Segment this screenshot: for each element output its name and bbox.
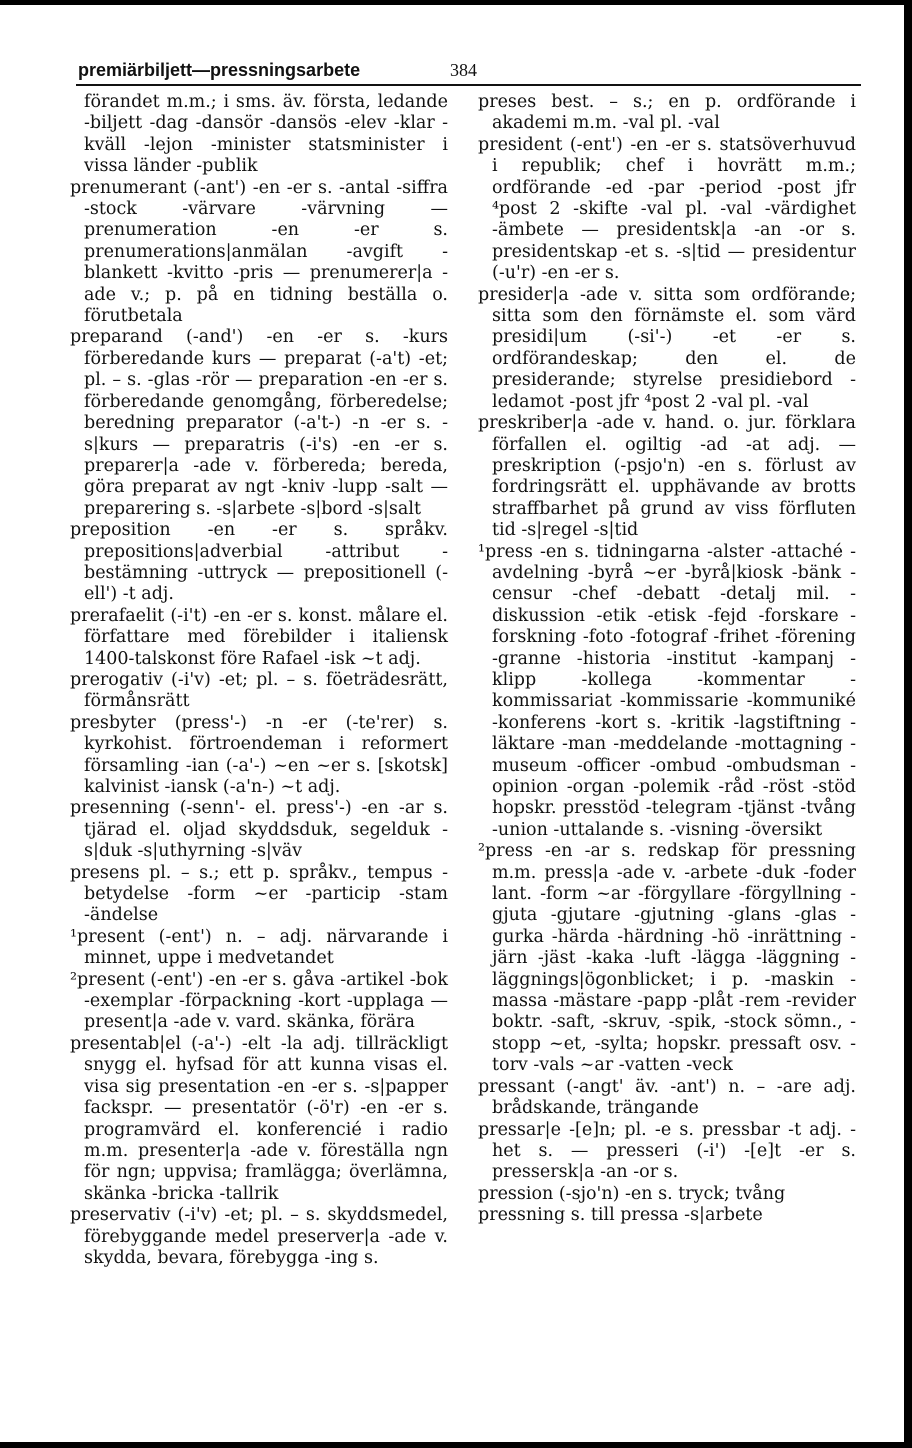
scan-frame-top	[0, 0, 912, 5]
dictionary-entry: presider|a -ade v. sitta som ordförande; sitta som den förnämste el. som värd presidi|um (-si'-) -et -er s. ordförandeskap; den el. de presiderande; styrelse presidiebord -ledamot -post jfr ⁴post 2 -val pl. -val	[478, 284, 856, 412]
dictionary-entry: presentab|el (-a'-) -elt -la adj. tillräckligt snygg el. hyfsad för att kunna visas el. visa sig presentation -en -er s. -s|papper fackspr. — presentatör (-ö'r) -en -er s. programvärd el. konferencié i radio m.m. presenter|a -ade v. föreställa ngn för ngn; uppvisa; framlägga; överlämna, skänka -bricka -tallrik	[70, 1033, 448, 1204]
dictionary-entry: pression (-sjo'n) -en s. tryck; tvång	[478, 1183, 786, 1204]
dictionary-entry: förandet m.m.; i sms. äv. första, ledande -biljett -dag -dansör -dansös -elev -klar -kväll -lejon -minister statsminister i vissa länder -publik	[84, 92, 448, 177]
scan-frame-bottom	[0, 1442, 912, 1448]
dictionary-entry: presenning (-senn'- el. press'-) -en -ar s. tjärad el. oljad skyddsduk, segelduk -s|duk -s|uthyrning -s|väv	[70, 798, 448, 862]
dictionary-entry: prerafaelit (-i't) -en -er s. konst. målare el. författare med förebilder i italiensk 1400-talskonst före Rafael -isk ~t adj.	[70, 605, 448, 669]
dictionary-entry: ¹present (-ent') n. – adj. närvarande i minnet, uppe i medvetandet	[70, 926, 448, 969]
dictionary-entry: presbyter (press'-) -n -er (-te'rer) s. kyrkohist. förtroendeman i reformert församling -ian (-a'-) ~en ~er s. [skotsk] kalvinist -iansk (-a'n-) ~t adj.	[70, 712, 448, 797]
dictionary-entry: presens pl. – s.; ett p. språkv., tempus -betydelse -form ~er -particip -stam -ändelse	[70, 862, 448, 926]
dictionary-entry: preparand (-and') -en -er s. -kurs förberedande kurs — preparat (-a't) -et; pl. – s. -glas -rör — preparation -en -er s. förberedande genomgång, förberedelse; beredning preparator (-a't-) -n -er s. -s|kurs — preparatris (-i's) -en -er s. preparer|a -ade v. förbereda; bereda, göra preparat av ngt -kniv -lupp -salt — preparering s. -s|arbete -s|bord -s|salt	[70, 327, 448, 519]
dictionary-entry: pressning s. till pressa -s|arbete	[478, 1205, 763, 1226]
dictionary-entry: president (-ent') -en -er s. statsöverhuvud i republik; chef i hovrätt m.m.; ordförande -ed -par -period -post jfr ⁴post 2 -skifte -val pl. -val -värdighet -ämbete — presidentsk|a -an -or s. presidentskap -et s. -s|tid — presidentur (-u'r) -en -er s.	[478, 134, 856, 284]
page-number: 384	[450, 60, 477, 80]
dictionary-entry: preskriber|a -ade v. hand. o. jur. förklara förfallen el. ogiltig -ad -at adj. — preskription (-psjo'n) -en s. förlust av fordringsrätt el. upphävande av brotts straffbarhet på grund av viss förfluten tid -s|regel -s|tid	[478, 413, 856, 541]
dictionary-entry: ¹press -en s. tidningarna -alster -attaché -avdelning -byrå ~er -byrå|kiosk -bänk -censur -chef -debatt -detalj mil. -diskussion -etik -etisk -fejd -forskare -forskning -foto -fotograf -frihet -förening -granne -historia -institut -kampanj -klipp -kollega -kommentar -kommissariat -kommissarie -kommuniké -konferens -kort s. -kritik -lagstiftning -läktare -man -meddelande -mottagning -museum -officer -ombud -ombudsman -opinion -organ -polemik -råd -röst -stöd hopskr. presstöd -telegram -tjänst -tvång -union -uttalande s. -visning -översikt	[478, 541, 856, 840]
dictionary-entry: prerogativ (-i'v) -et; pl. – s. föeträdesrätt, förmånsrätt	[70, 669, 448, 712]
dictionary-entry: preposition -en -er s. språkv. prepositions|adverbial -attribut -bestämning -uttryck — prepositionell (-ell') -t adj.	[70, 520, 448, 605]
scan-frame-right	[904, 0, 912, 1448]
dictionary-entry: ²present (-ent') -en -er s. gåva -artikel -bok -exemplar -förpackning -kort -upplaga — present|a -ade v. vard. skänka, förära	[70, 969, 448, 1033]
dictionary-entry: pressant (-angt' äv. -ant') n. – -are adj. brådskande, trängande	[478, 1076, 856, 1119]
dictionary-entry: preservativ (-i'v) -et; pl. – s. skyddsmedel, förebyggande medel preserver|a -ade v. skydda, bevara, förebygga -ing s.	[70, 1205, 448, 1268]
running-head: premiärbiljett—pressningsarbete	[78, 60, 361, 80]
dictionary-entry: prenumerant (-ant') -en -er s. -antal -siffra -stock -värvare -värvning — prenumeration -en -er s. prenumerations|anmälan -avgift -blankett -kvitto -pris — prenumerer|a -ade v.; p. på en tidning beställa o. förutbetala	[70, 177, 448, 327]
header-rule	[76, 84, 861, 86]
dictionary-entry: pressar|e -[e]n; pl. -e s. pressbar -t adj. -het s. — presseri (-i') -[e]t -er s. pressersk|a -an -or s.	[478, 1119, 856, 1183]
dictionary-entry: ²press -en -ar s. redskap för pressning m.m. press|a -ade v. -arbete -duk -foder lant. -form ~ar -förgyllare -förgyllning -gjuta -gjutare -gjutning -glans -glas -gurka -härda -härdning -hö -inrättning -järn -jäst -kaka -luft -lägga -läggning -läggnings|ögonblicket; i p. -maskin -massa -mästare -papp -plåt -rem -revider boktr. -saft, -skruv, -spik, -stock sömn., -stopp ~et, -sylta; hopskr. pressaft osv. -torv -vals ~ar -vatten -veck	[478, 841, 856, 1076]
left-column	[70, 92, 448, 1269]
dictionary-entry: preses best. – s.; en p. ordförande i akademi m.m. -val pl. -val	[478, 92, 856, 134]
right-column	[478, 92, 856, 1227]
